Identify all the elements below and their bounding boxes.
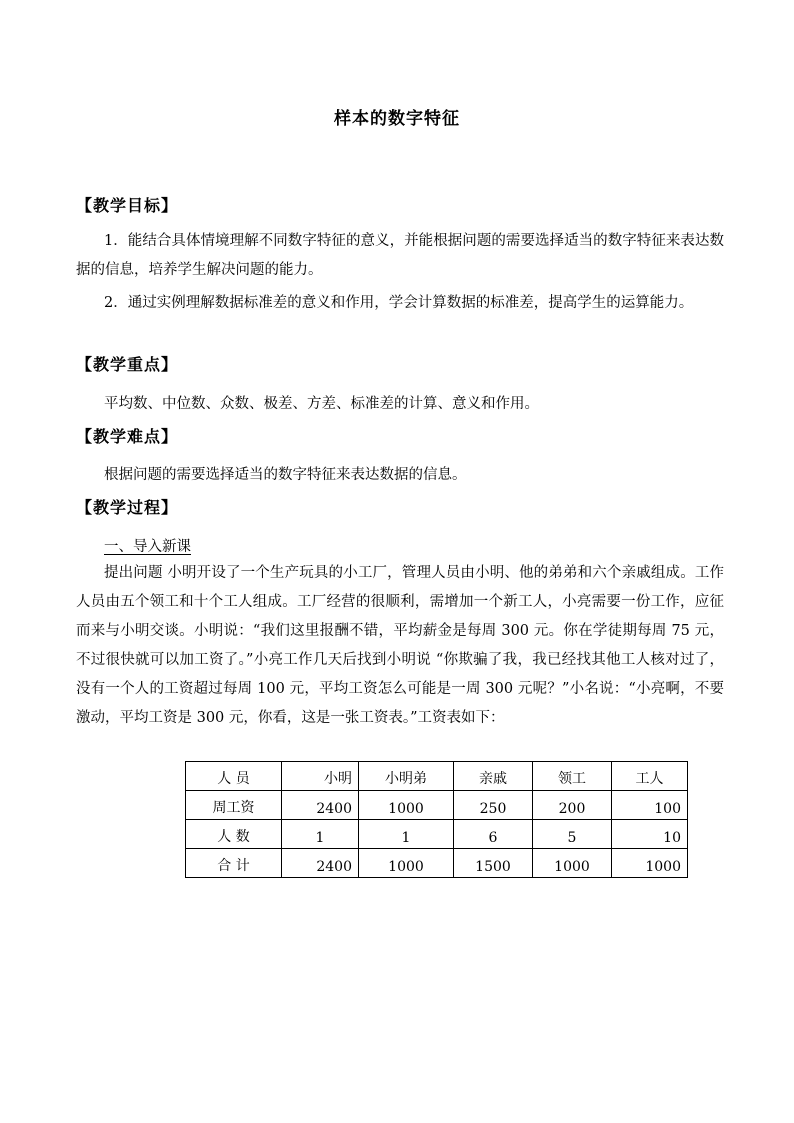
wage-table [185, 761, 688, 878]
table-header-cell: 小明 [282, 762, 359, 791]
table-cell: 100 [612, 791, 688, 820]
table-row [186, 791, 688, 820]
table-cell: 2400 [282, 849, 359, 878]
table-header-cell: 工人 [612, 762, 688, 791]
key-points-text: 平均数、中位数、众数、极差、方差、标准差的计算、意义和作用。 [104, 396, 539, 412]
table-cell: 周工资 [186, 791, 282, 820]
document-title: 样本的数字特征 [334, 109, 460, 129]
table-cell: 1000 [359, 791, 454, 820]
table-cell: 1000 [359, 849, 454, 878]
table-cell: 200 [533, 791, 612, 820]
goal-paragraph-1: 1．能结合具体情境理解不同数字特征的意义，并能根据问题的需要选择适当的数字特征来表达数据的信息，培养学生解决问题的能力。 [76, 233, 724, 278]
table-cell: 10 [612, 820, 688, 849]
table-cell: 1000 [612, 849, 688, 878]
table-cell: 250 [454, 791, 533, 820]
table-cell: 人 数 [186, 820, 282, 849]
table-header-cell: 小明弟 [359, 762, 454, 791]
heading-teaching-process: 【教学过程】 [76, 498, 179, 517]
heading-difficulties: 【教学难点】 [76, 427, 179, 446]
table-row [186, 820, 688, 849]
table-cell: 1 [359, 820, 454, 849]
table-cell: 1000 [533, 849, 612, 878]
intro-paragraph: 提出问题 小明开设了一个生产玩具的小工厂，管理人员由小明、他的弟弟和六个亲戚组成。工作人员由五个领工和十个工人组成。工厂经营的很顺利，需增加一个新工人，小亮需要一份工作，应征而来与小明交谈。小明说：“我们这里报酬不错，平均薪金是每周 300 元。你在学徒期每周 75 元，不过很快就可以加工资了。”小亮工作几天后找到小明说 “你欺骗了我，我已经找其他工人核对过了，没有一个人的工资超过每周 100 元，平均工资怎么可能是一周 300 元呢？”小名说：“小亮啊，不要激动，平均工资是 300 元，你看，这是一张工资表。”工资表如下： [76, 565, 724, 726]
table-row [186, 849, 688, 878]
table-header-cell: 人 员 [186, 762, 282, 791]
table-cell: 5 [533, 820, 612, 849]
table-header-cell: 领工 [533, 762, 612, 791]
heading-key-points: 【教学重点】 [76, 355, 179, 374]
table-cell: 1 [282, 820, 359, 849]
difficulties-text: 根据问题的需要选择适当的数字特征来表达数据的信息。 [104, 467, 467, 483]
table-header-row [186, 762, 688, 791]
goal-paragraph-2: 2．通过实例理解数据标准差的意义和作用，学会计算数据的标准差，提高学生的运算能力。 [104, 295, 694, 311]
table-cell: 合 计 [186, 849, 282, 878]
table-cell: 2400 [282, 791, 359, 820]
heading-teaching-goals: 【教学目标】 [76, 196, 179, 215]
table-header-cell: 亲戚 [454, 762, 533, 791]
subheading-intro: 一、导入新课 [104, 539, 191, 555]
table-cell: 6 [454, 820, 533, 849]
table-cell: 1500 [454, 849, 533, 878]
